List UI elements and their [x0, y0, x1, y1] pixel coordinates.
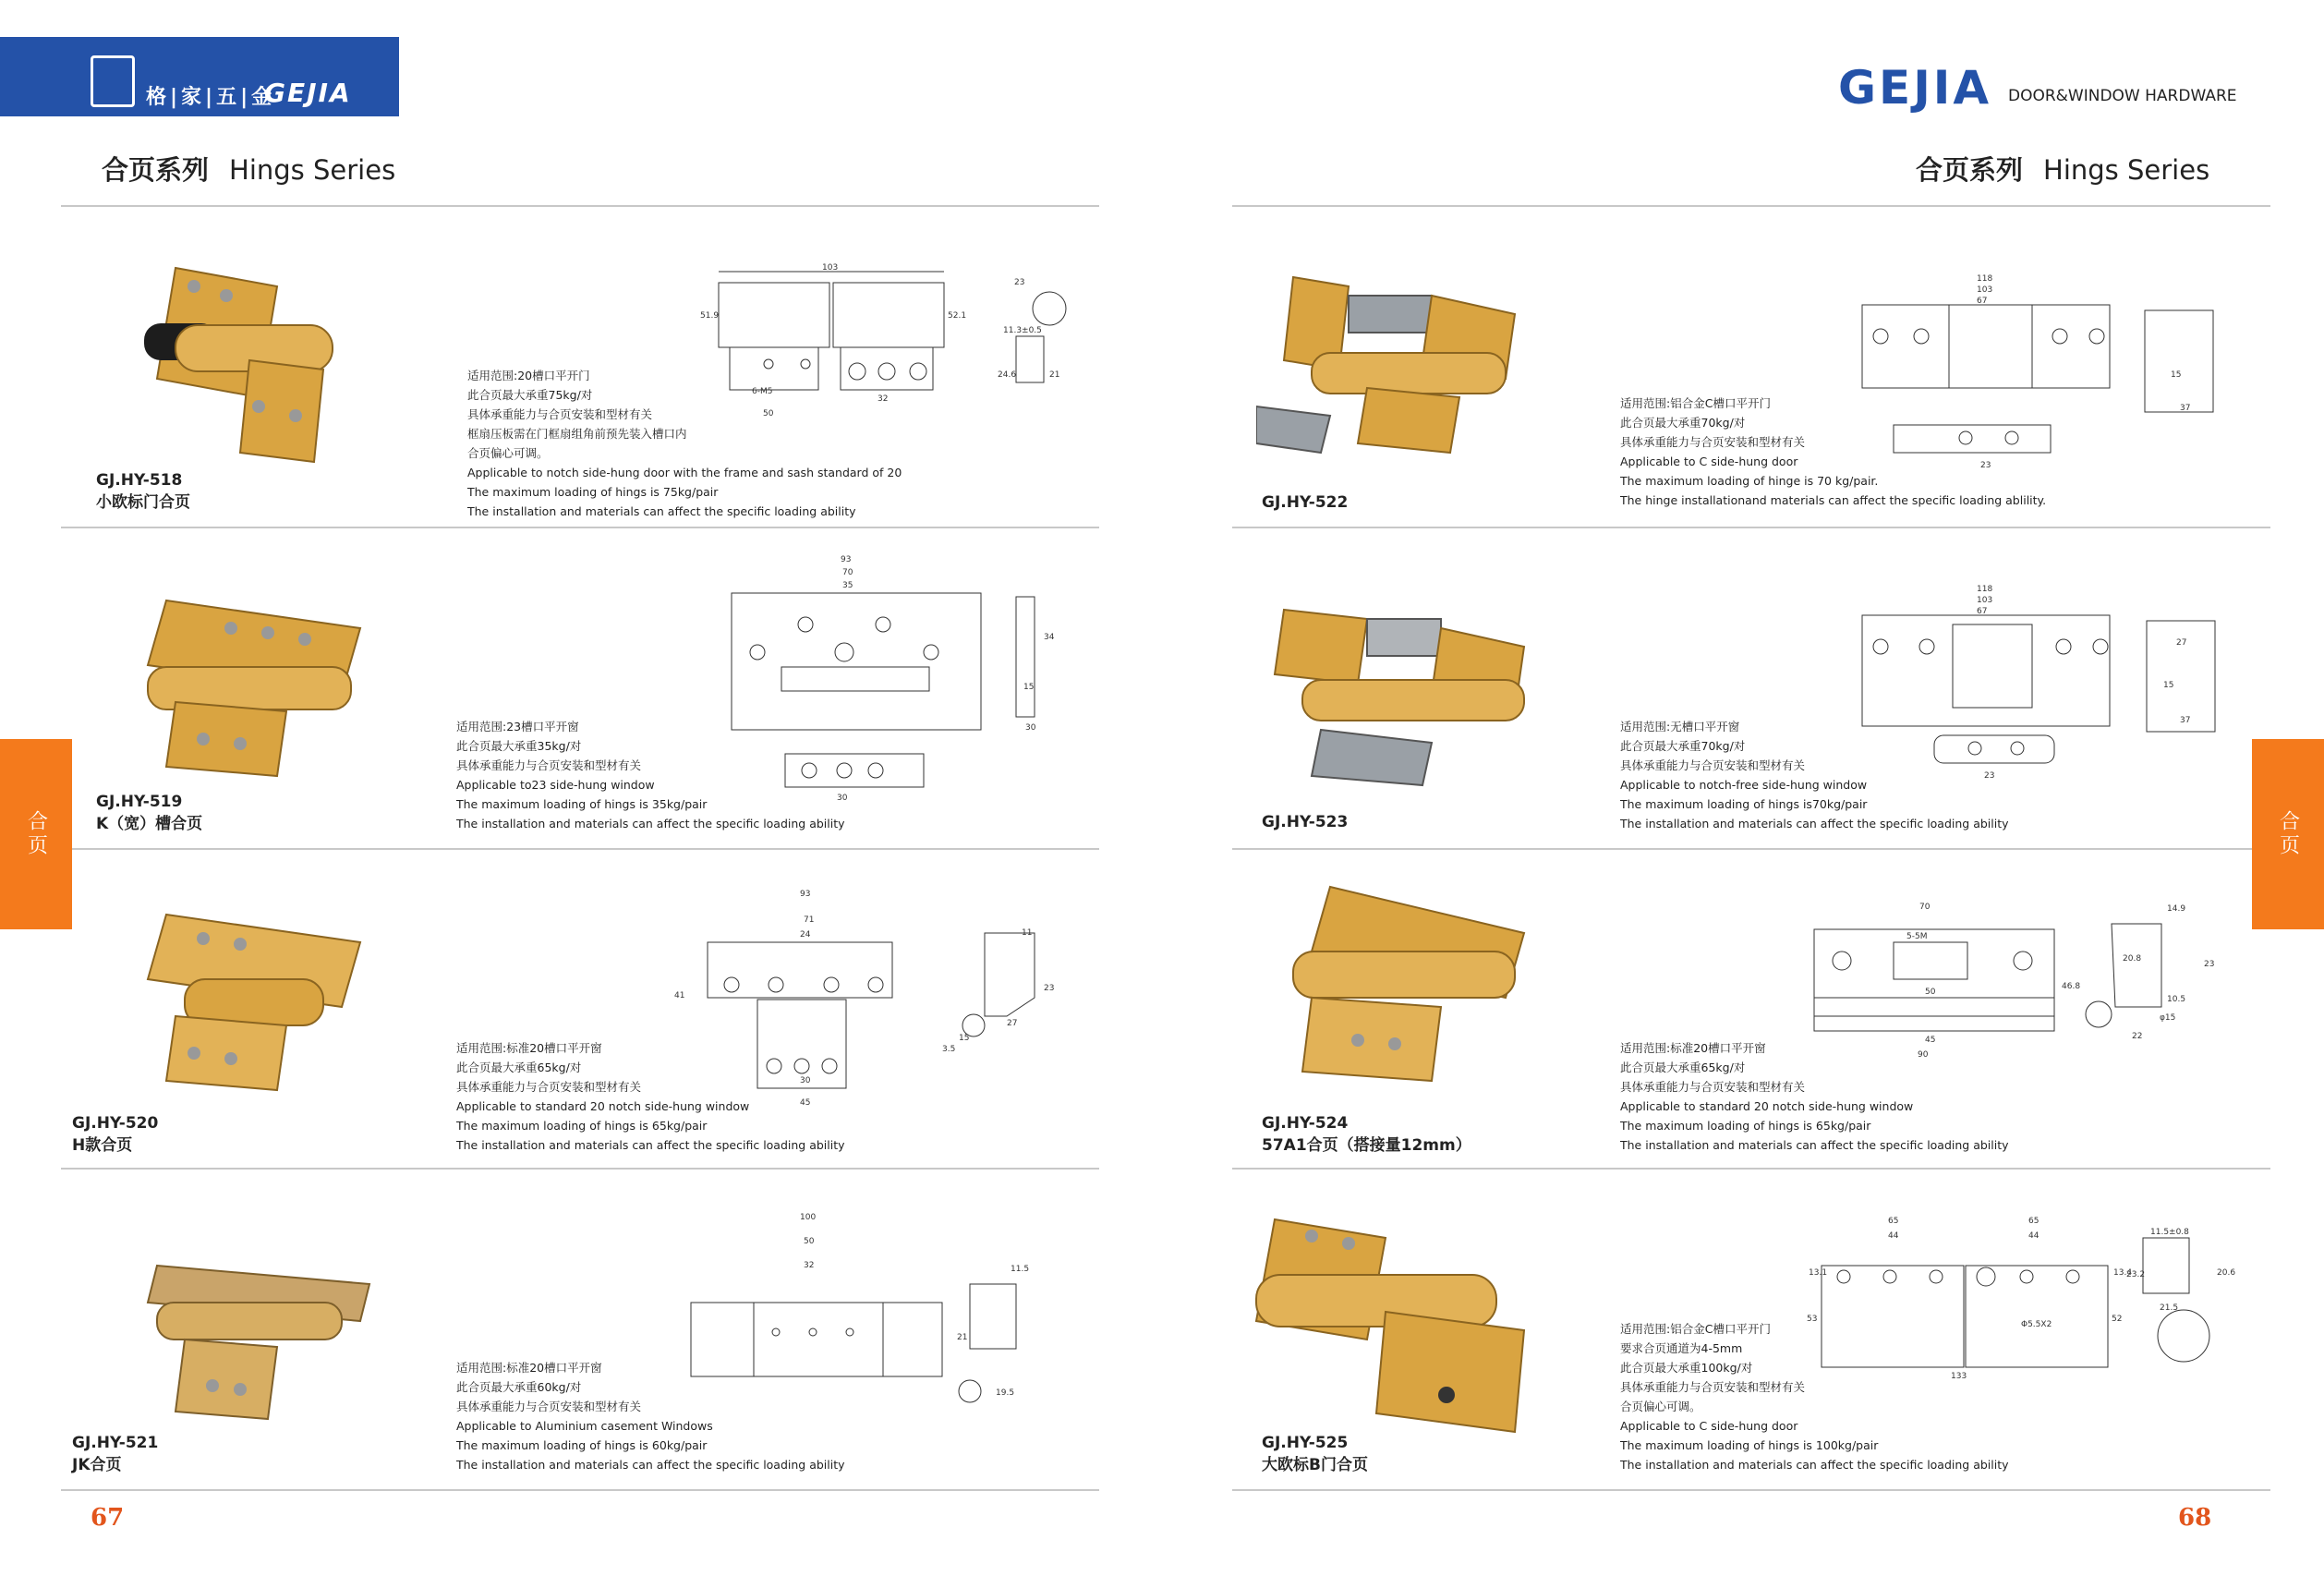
series-title-right: 合页系列 Hings Series: [1916, 154, 2210, 186]
divider: [1232, 1489, 2270, 1491]
svg-text:37: 37: [2180, 404, 2191, 413]
product-description: 适用范围:无槽口平开窗 此合页最大承重70kg/对 具体承重能力与合页安装和型材有关 Applicable to notch-free side-hung window The maximum loading of hings is70kg/pair The installation and materials can affect the specific loading ability: [1620, 720, 2009, 830]
hinge-photo-518: [139, 259, 379, 471]
svg-text:32: 32: [878, 394, 889, 404]
svg-text:103: 103: [1977, 285, 1993, 295]
svg-text:93: 93: [800, 890, 811, 899]
logo-chinese: 格|家|五|金: [146, 86, 276, 109]
svg-text:19.5: 19.5: [996, 1388, 1015, 1398]
svg-text:15: 15: [2163, 681, 2174, 690]
brand-tagline: DOOR&WINDOW HARDWARE: [2008, 87, 2237, 105]
product-description: 适用范围:标准20槽口平开窗 此合页最大承重60kg/对 具体承重能力与合页安装和型材有关 Applicable to Aluminium casement Windows The maximum loading of hings is 60kg/pair The installation and materials can affect the specific loading ability: [456, 1361, 845, 1472]
svg-text:11.5: 11.5: [1011, 1265, 1030, 1274]
svg-text:44: 44: [1888, 1231, 1899, 1241]
svg-text:133: 133: [1951, 1372, 1967, 1381]
page-number: 67: [91, 1504, 125, 1532]
svg-text:50: 50: [763, 409, 774, 418]
technical-drawing-521: [684, 1210, 1071, 1432]
product-description: 适用范围:20槽口平开门 此合页最大承重75kg/对 具体承重能力与合页安装和型材有关 框扇压板需在门框扇组角前预先装入槽口内 合页偏心可调。 Applicable to notch side-hung door with the frame and sash standard of 20 The maximum loading of hings is 75kg/pair The installation and materials can affect the specific loading ability: [467, 369, 902, 518]
svg-text:103: 103: [1977, 596, 1993, 605]
svg-text:70: 70: [842, 568, 853, 577]
svg-text:67: 67: [1977, 607, 1988, 616]
svg-text:52.1: 52.1: [948, 311, 967, 321]
brand-logo-right: GEJIA: [1838, 61, 1992, 115]
svg-text:27: 27: [2176, 638, 2187, 648]
svg-text:23: 23: [1984, 771, 1995, 781]
svg-text:23.2: 23.2: [2126, 1270, 2146, 1279]
hinge-photo-522: [1256, 268, 1533, 480]
logo-english: GEJIA: [264, 78, 352, 108]
svg-text:20.8: 20.8: [2123, 954, 2142, 964]
svg-text:23: 23: [1980, 461, 1991, 470]
product-description: 适用范围:23槽口平开窗 此合页最大承重35kg/对 具体承重能力与合页安装和型材有关 Applicable to23 side-hung window The maximum loading of hings is 35kg/pair The installation and materials can affect the specific loading ability: [456, 720, 845, 830]
technical-drawing-518: [693, 262, 1090, 429]
hinge-photo-524: [1275, 878, 1533, 1090]
svg-text:11: 11: [1022, 928, 1033, 938]
svg-text:67: 67: [1977, 297, 1988, 306]
svg-text:44: 44: [2028, 1231, 2040, 1241]
svg-text:65: 65: [2028, 1217, 2040, 1226]
svg-text:35: 35: [842, 581, 853, 590]
svg-text:21.5: 21.5: [2160, 1303, 2179, 1313]
svg-text:53: 53: [1807, 1315, 1818, 1324]
product-code: GJ.HY-520 H款合页: [72, 1114, 159, 1155]
svg-text:24.6: 24.6: [998, 370, 1017, 380]
svg-text:22: 22: [2132, 1032, 2143, 1041]
svg-text:14.9: 14.9: [2167, 904, 2186, 914]
svg-text:3.5: 3.5: [942, 1045, 956, 1054]
svg-text:51.9: 51.9: [700, 311, 720, 321]
product-code: GJ.HY-523: [1262, 813, 1349, 831]
svg-text:φ15: φ15: [2160, 1013, 2176, 1023]
divider: [61, 527, 1099, 528]
svg-text:71: 71: [804, 915, 815, 925]
hinge-photo-520: [139, 905, 379, 1118]
product-code: GJ.HY-524 57A1合页（搭接量12mm）: [1262, 1114, 1471, 1155]
technical-drawing-524: [1810, 896, 2235, 1072]
product-code: GJ.HY-522: [1262, 493, 1349, 512]
svg-text:52: 52: [2112, 1315, 2123, 1324]
svg-text:5-5M: 5-5M: [1906, 932, 1928, 941]
hinge-photo-523: [1265, 591, 1543, 794]
product-description: 适用范围:标准20槽口平开窗 此合页最大承重65kg/对 具体承重能力与合页安装和型材有关 Applicable to standard 20 notch side-hung window The maximum loading of hings is 65kg/pair The installation and materials can affect the specific loading ability: [456, 1041, 845, 1152]
product-code: GJ.HY-519 K（宽）槽合页: [96, 793, 203, 833]
svg-text:30: 30: [800, 1076, 811, 1085]
svg-text:32: 32: [804, 1261, 815, 1270]
svg-text:11.3±0.5: 11.3±0.5: [1003, 326, 1042, 335]
divider: [1232, 527, 2270, 528]
product-code: GJ.HY-525 大欧标B门合页: [1262, 1434, 1368, 1474]
divider: [1232, 1168, 2270, 1170]
divider: [1232, 205, 2270, 207]
svg-text:23: 23: [1014, 278, 1025, 287]
svg-text:Φ5.5X2: Φ5.5X2: [2021, 1320, 2052, 1329]
hinge-photo-521: [139, 1247, 379, 1450]
svg-text:13.4: 13.4: [2113, 1268, 2133, 1278]
technical-drawing-523: [1838, 578, 2226, 800]
svg-text:118: 118: [1977, 585, 1993, 594]
product-description: 适用范围:铝合金C槽口平开门 此合页最大承重70kg/对 具体承重能力与合页安装和型材有关 Applicable to C side-hung door The maximum loading of hinge is 70 kg/pair. The hinge installationand materials can affect the specific loading ablility.: [1620, 396, 2047, 507]
divider: [61, 1168, 1099, 1170]
divider: [61, 848, 1099, 850]
svg-text:21: 21: [957, 1333, 968, 1342]
divider: [1232, 848, 2270, 850]
svg-text:37: 37: [2180, 716, 2191, 725]
svg-text:90: 90: [1918, 1050, 1929, 1060]
product-description: 适用范围:铝合金C槽口平开门 要求合页通道为4-5mm 此合页最大承重100kg/对 具体承重能力与合页安装和型材有关 合页偏心可调。 Applicable to C side-hung door The maximum loading of hings is 100kg/pair The installation and materials can affect the specific loading ability: [1620, 1322, 2009, 1472]
svg-text:20.6: 20.6: [2217, 1268, 2236, 1278]
hinge-photo-525: [1247, 1210, 1543, 1441]
svg-text:23: 23: [1044, 984, 1055, 993]
logo-icon: [91, 55, 135, 107]
svg-text:30: 30: [837, 794, 848, 803]
svg-text:30: 30: [1025, 723, 1036, 733]
technical-drawing-525: [1801, 1210, 2245, 1395]
svg-text:15: 15: [959, 1034, 970, 1043]
svg-text:34: 34: [1044, 633, 1055, 642]
svg-text:93: 93: [841, 555, 852, 564]
series-title-left: 合页系列 Hings Series: [102, 154, 396, 186]
svg-text:23: 23: [2204, 960, 2215, 969]
svg-text:46.8: 46.8: [2062, 982, 2081, 991]
svg-text:27: 27: [1007, 1019, 1018, 1028]
product-code: GJ.HY-521 JK合页: [72, 1434, 159, 1474]
svg-text:45: 45: [800, 1098, 811, 1108]
technical-drawing-522: [1838, 268, 2226, 480]
divider: [61, 205, 1099, 207]
svg-text:100: 100: [800, 1213, 817, 1222]
svg-text:15: 15: [1023, 683, 1035, 692]
svg-text:50: 50: [804, 1237, 815, 1246]
svg-text:13.1: 13.1: [1809, 1268, 1828, 1278]
svg-text:24: 24: [800, 930, 811, 939]
svg-text:65: 65: [1888, 1217, 1899, 1226]
divider: [61, 1489, 1099, 1491]
svg-text:103: 103: [822, 263, 839, 273]
side-tab-left: 合页: [0, 739, 72, 929]
technical-drawing-519: [720, 551, 1071, 809]
product-code: GJ.HY-518 小欧标门合页: [96, 471, 190, 512]
svg-text:21: 21: [1049, 370, 1060, 380]
page-number: 68: [2178, 1504, 2212, 1532]
svg-text:41: 41: [674, 991, 685, 1000]
svg-text:6-M5: 6-M5: [752, 387, 773, 396]
svg-text:10.5: 10.5: [2167, 995, 2186, 1004]
product-description: 适用范围:标准20槽口平开窗 此合页最大承重65kg/对 具体承重能力与合页安装和型材有关 Applicable to standard 20 notch side-hung window The maximum loading of hings is 65kg/pair The installation and materials can affect the specific loading ability: [1620, 1041, 2009, 1152]
svg-text:11.5±0.8: 11.5±0.8: [2150, 1228, 2189, 1237]
technical-drawing-520: [665, 887, 1071, 1127]
svg-text:70: 70: [1919, 903, 1931, 912]
side-tab-right: 合页: [2252, 739, 2324, 929]
svg-text:118: 118: [1977, 274, 1993, 284]
svg-text:50: 50: [1925, 988, 1936, 997]
svg-text:45: 45: [1925, 1036, 1936, 1045]
svg-text:15: 15: [2171, 370, 2182, 380]
hinge-photo-519: [139, 582, 379, 794]
